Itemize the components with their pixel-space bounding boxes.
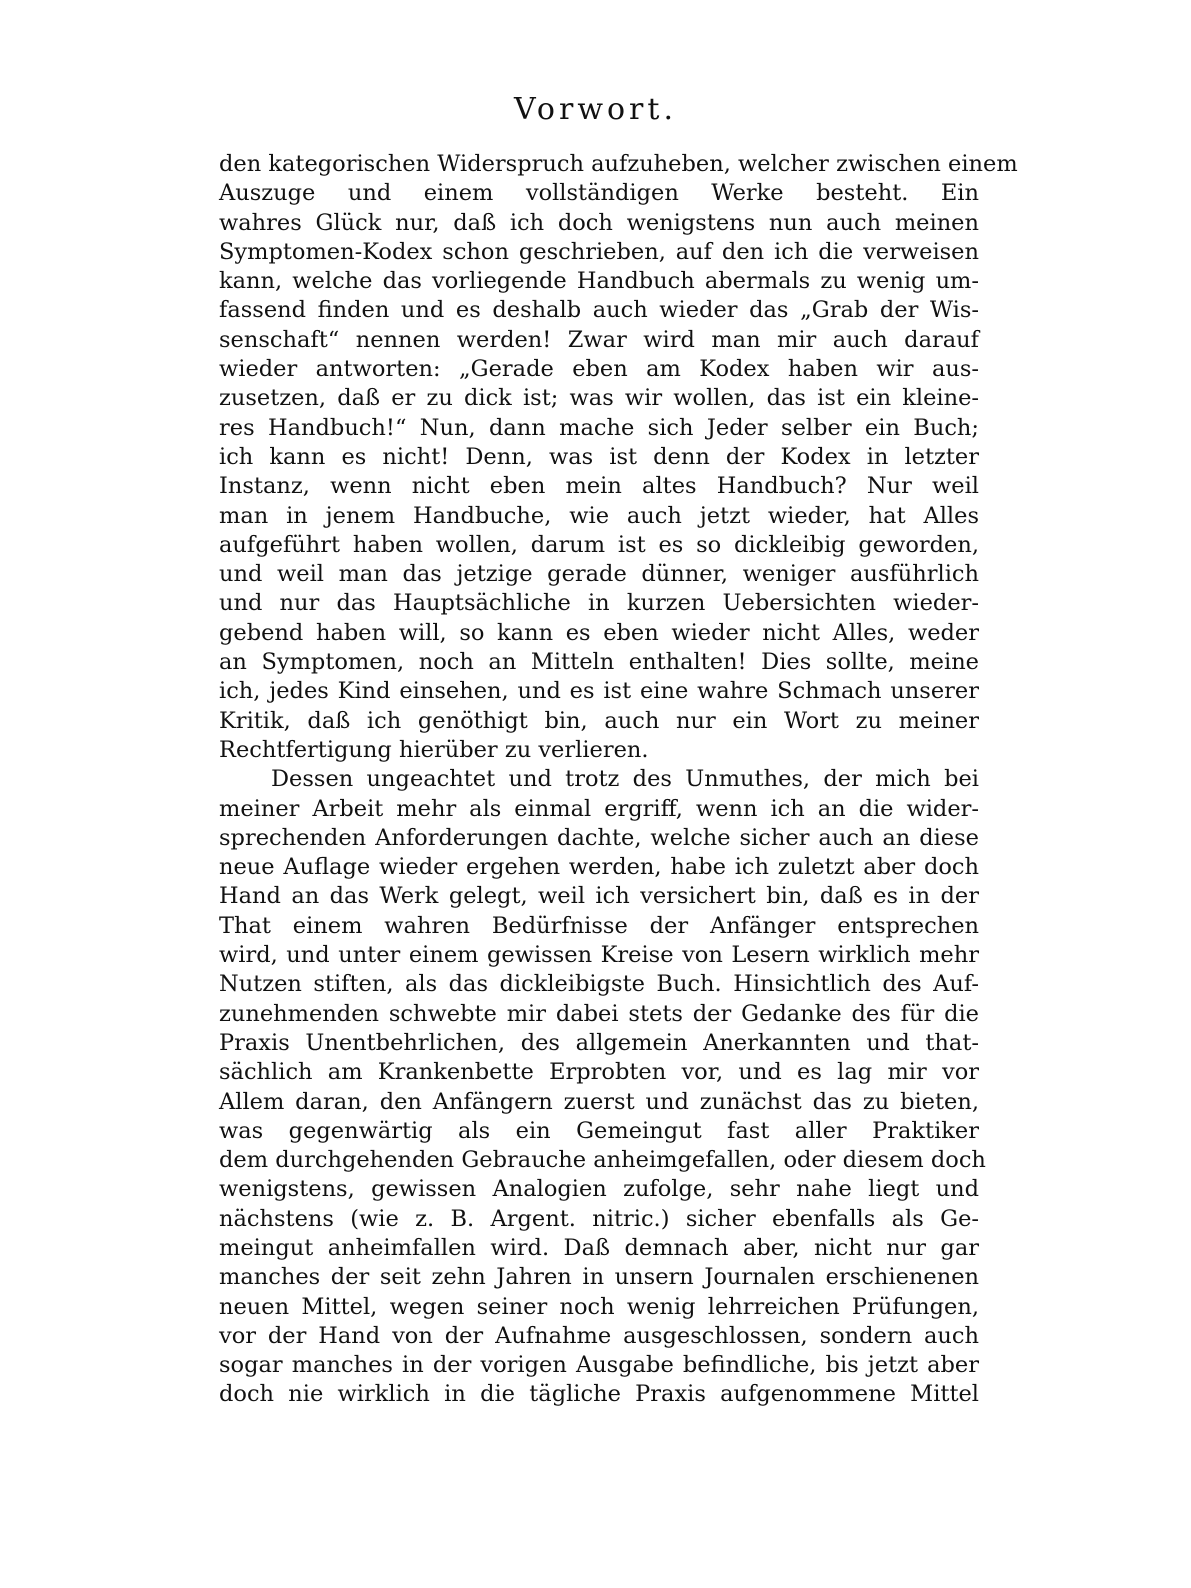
text-line: Instanz, wenn nicht eben mein altes Handbuch? Nur weil (219, 473, 979, 500)
text-line: gebend haben will, so kann es eben wieder nicht Alles, weder (219, 619, 979, 646)
text-line: den kategorischen Widerspruch aufzuheben, welcher zwischen einem (219, 151, 1018, 177)
text-line: Hand an das Werk gelegt, weil ich versichert bin, daß es in der (219, 883, 979, 910)
text-line: Kritik, daß ich genöthigt bin, auch nur ein Wort zu meiner (219, 707, 979, 734)
text-line: senschaft“ nennen werden! Zwar wird man mir auch darauf (219, 326, 979, 353)
text-line: Praxis Unentbehrlichen, des allgemein Anerkannten und that- (219, 1029, 979, 1056)
text-line: wahres Glück nur, daß ich doch wenigstens nun auch meinen (219, 209, 979, 236)
text-line: Nutzen stiften, als das dickleibigste Buch. Hinsichtlich des Auf- (219, 971, 979, 998)
text-line: was gegenwärtig als ein Gemeingut fast aller Praktiker (219, 1117, 979, 1144)
text-line: man in jenem Handbuche, wie auch jetzt wieder, hat Alles (219, 502, 979, 529)
text-line: sächlich am Krankenbette Erprobten vor, und es lag mir vor (219, 1059, 979, 1086)
text-line: wird, und unter einem gewissen Kreise von Lesern wirklich mehr (219, 942, 979, 969)
text-line: ich kann es nicht! Denn, was ist denn der Kodex in letzter (219, 443, 979, 470)
text-line: meingut anheimfallen wird. Daß demnach aber, nicht nur gar (219, 1234, 979, 1261)
text-line: dem durchgehenden Gebrauche anheimgefallen, oder diesem doch (219, 1147, 986, 1174)
text-line: manches der seit zehn Jahren in unsern Journalen erschienenen (219, 1264, 979, 1291)
text-line: res Handbuch!“ Nun, dann mache sich Jeder selber ein Buch; (219, 414, 979, 441)
text-line: That einem wahren Bedürfnisse der Anfänger entsprechen (219, 912, 979, 939)
text-line: zusetzen, daß er zu dick ist; was wir wollen, das ist ein kleine- (219, 385, 979, 412)
text-line: neuen Mittel, wegen seiner noch wenig lehrreichen Prüfungen, (219, 1293, 979, 1320)
text-line: Dessen ungeachtet und trotz des Unmuthes, der mich bei (271, 766, 979, 793)
text-line: wenigstens, gewissen Analogien zufolge, sehr nahe liegt und (219, 1176, 979, 1203)
text-line: fassend finden und es deshalb auch wieder das „Grab der Wis- (219, 297, 979, 324)
text-line: Symptomen-Kodex schon geschrieben, auf den ich die verweisen (219, 238, 979, 265)
text-line: doch nie wirklich in die tägliche Praxis aufgenommene Mittel (219, 1381, 979, 1408)
text-line: sprechenden Anforderungen dachte, welche sicher auch an diese (219, 824, 979, 851)
text-line: zunehmenden schwebte mir dabei stets der Gedanke des für die (219, 1000, 979, 1027)
text-line: nächstens (wie z. B. Argent. nitric.) sicher ebenfalls als Ge- (219, 1205, 979, 1232)
running-head: Vorwort. (514, 92, 677, 127)
text-line: Allem daran, den Anfängern zuerst und zunächst das zu bieten, (219, 1088, 979, 1115)
paragraph (219, 150, 1018, 765)
text-line: an Symptomen, noch an Mitteln enthalten! Dies sollte, meine (219, 649, 979, 676)
text-line: neue Auflage wieder ergehen werden, habe ich zuletzt aber doch (219, 854, 979, 881)
text-line: sogar manches in der vorigen Ausgabe befindliche, bis jetzt aber (219, 1352, 979, 1379)
text-line: ich, jedes Kind einsehen, und es ist eine wahre Schmach unserer (219, 678, 979, 705)
text-line: Rechtfertigung hierüber zu verlieren. (219, 736, 649, 763)
body-text (219, 150, 1018, 1410)
text-line: und weil man das jetzige gerade dünner, weniger ausführlich (219, 561, 979, 588)
text-line: aufgeführt haben wollen, darum ist es so dickleibig geworden, (219, 531, 979, 558)
text-line: meiner Arbeit mehr als einmal ergriff, wenn ich an die wider- (219, 795, 979, 822)
text-line: vor der Hand von der Aufnahme ausgeschlossen, sondern auch (219, 1322, 979, 1349)
paragraph (219, 765, 986, 1410)
text-line: wieder antworten: „Gerade eben am Kodex haben wir aus- (219, 356, 979, 383)
text-line: und nur das Hauptsächliche in kurzen Uebersichten wieder- (219, 590, 979, 617)
text-line: Auszuge und einem vollständigen Werke besteht. Ein (219, 180, 979, 207)
text-line: kann, welche das vorliegende Handbuch abermals zu wenig um- (219, 268, 979, 295)
